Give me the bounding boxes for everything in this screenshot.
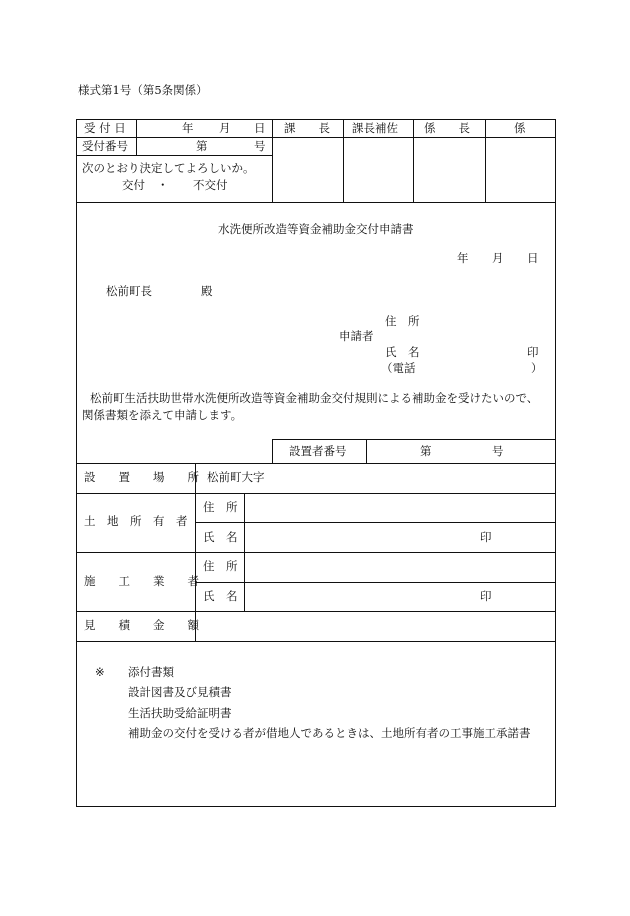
form-number: 様式第1号（第5条関係） [78,83,208,97]
landowner-seal: 印 [480,530,492,544]
approver-deputy-chief: 課長補佐 [352,121,398,135]
receipt-year-mark: 年 [182,121,194,135]
decision-separator: ・ [157,178,169,192]
contractor-seal: 印 [480,589,492,603]
receipt-no-suffix: 号 [254,139,266,153]
landowner-sub-divider [244,493,245,552]
addressee: 松前町長 [106,284,152,298]
application-month-mark: 月 [492,251,504,265]
office-row-divider-2 [76,155,272,156]
receipt-month-mark: 月 [219,121,231,135]
attachment-item: 生活扶助受給証明書 [128,706,232,720]
landowner-bottom [76,552,556,553]
decision-grant: 交付 [122,178,145,192]
installer-no-left [272,439,273,464]
contractor-bottom [76,611,556,612]
applicant-seal: 印 [527,345,539,359]
installer-no-divider [366,439,367,464]
location-bottom [76,493,556,494]
office-row-divider-1 [76,137,556,138]
approver-section-chief: 課 長 [284,121,330,135]
installer-no-label: 設置者番号 [289,444,347,458]
application-body-line-1: 松前町生活扶助世帯水洗便所改造等資金補助金交付規則による補助金を受けたいので、 [90,391,539,405]
application-day-mark: 日 [527,251,539,265]
location-value: 松前町大字 [207,470,265,484]
approver-subsection-chief: 係 長 [424,121,470,135]
estimate-bottom [76,641,556,642]
application-year-mark: 年 [457,251,469,265]
honorific: 殿 [201,284,213,298]
details-top [76,463,556,464]
receipt-day-mark: 日 [254,121,266,135]
installer-no-prefix: 第 [420,444,432,458]
installer-no-top [272,439,556,440]
office-col-divider-c [343,119,344,202]
office-section-bottom [76,202,556,203]
landowner-name-label: 氏 名 [203,530,238,544]
office-col-divider-b [272,119,273,202]
landowner-mid [195,522,556,523]
application-title: 水洗便所改造等資金補助金交付申請書 [218,222,414,236]
application-body-line-2: 関係書類を添えて申請します。 [82,408,243,422]
attachments-heading: 添付書類 [128,665,174,679]
attachments-mark: ※ [95,665,105,679]
installer-no-suffix: 号 [492,444,504,458]
landowner-address-label: 住 所 [203,500,238,514]
office-col-divider-d [413,119,414,202]
applicant-address-label: 住 所 [385,314,420,328]
contractor-label: 施 工 業 者 [84,574,199,588]
contractor-mid [195,582,556,583]
applicant-name-label: 氏 名 [385,345,420,359]
decision-no-grant: 不交付 [193,178,228,192]
contractor-address-label: 住 所 [203,559,238,573]
estimate-label: 見 積 金 額 [84,618,199,632]
receipt-no-prefix: 第 [196,139,208,153]
office-col-divider-e [485,119,486,202]
landowner-label: 土 地 所 有 者 [84,514,188,528]
applicant-phone-close: ） [531,361,543,375]
contractor-name-label: 氏 名 [203,589,238,603]
approver-staff: 係 [514,121,526,135]
decision-text: 次のとおり決定してよろしいか。 [82,161,255,175]
office-col-divider-a [136,119,137,155]
attachment-item: 設計図書及び見積書 [128,685,232,699]
details-label-divider [195,463,196,641]
receipt-no-label: 受付番号 [82,139,128,153]
applicant-label: 申請者 [339,329,374,343]
location-label: 設 置 場 所 [84,470,199,484]
receipt-date-label: 受 付 日 [84,121,126,135]
contractor-sub-divider [244,552,245,611]
applicant-phone-open: （電話 [381,361,416,375]
attachment-item: 補助金の交付を受ける者が借地人であるときは、土地所有者の工事施工承諾書 [128,726,531,740]
